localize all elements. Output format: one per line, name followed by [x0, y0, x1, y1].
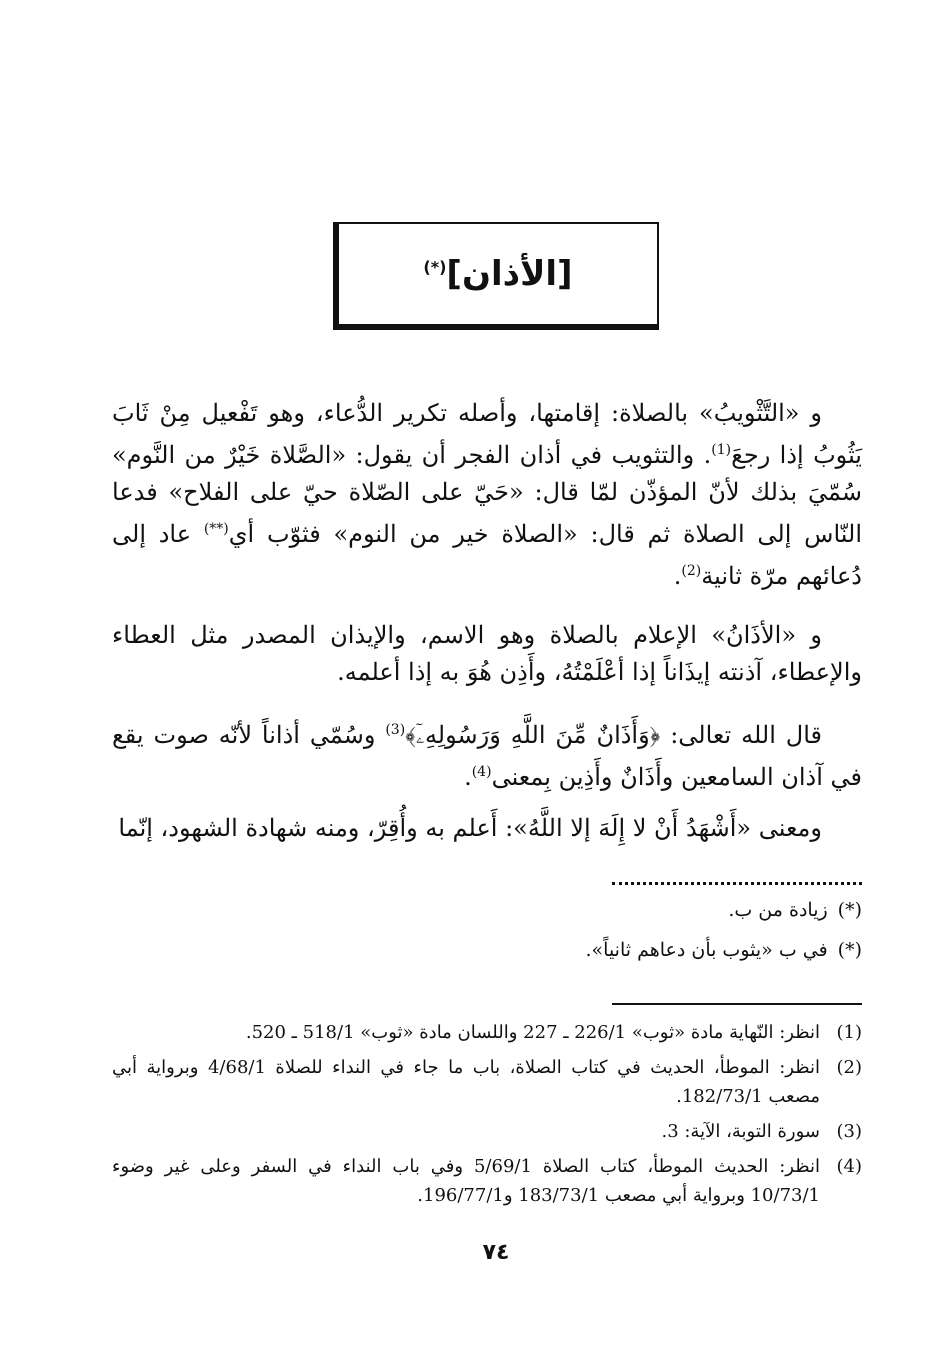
paragraph-text: عاد إلى دُعائهم مرّة ثانية — [112, 520, 862, 590]
footnote-ref: (**) — [203, 521, 229, 537]
editor-note-marker: (*) — [837, 899, 862, 921]
chapter-title-marker: (*) — [423, 257, 447, 277]
paragraph-text: قال الله تعالى: ﴿وَأَذَانٌ مِّنَ اللَّهِ وَرَسُولِهِۦٓ﴾ — [405, 721, 823, 749]
footnote — [112, 1018, 862, 1047]
editor-note-marker: (*) — [837, 939, 862, 961]
dotted-separator — [612, 868, 862, 885]
footnote-number: (2) — [836, 1057, 862, 1078]
editor-note — [112, 895, 862, 925]
footnote-ref: (2) — [681, 563, 702, 579]
paragraph-text: . — [673, 562, 682, 590]
footnote — [112, 1117, 862, 1146]
footnote-ref: (4) — [471, 764, 492, 780]
footnote-text: انظر: الموطأ، الحديث في كتاب الصلاة، باب ما جاء في النداء للصلاة 4/68/1 وبرواية أبي مصعب 182/73/1. — [112, 1057, 820, 1107]
editor-notes — [112, 895, 862, 975]
footnotes — [112, 1018, 862, 1216]
paragraph-adhan — [112, 617, 862, 691]
footnote-ref: (3) — [385, 722, 406, 738]
editor-note-text: في ب «يثوب بأن دعاهم ثانياً». — [585, 939, 828, 961]
paragraph-shahada — [112, 810, 862, 847]
footnote — [112, 1152, 862, 1210]
editor-note — [112, 935, 862, 965]
chapter-title-box — [333, 222, 659, 330]
paragraph-text: و «التَّثْويبُ» بالصلاة: إقامتها، وأصله تكرير الدُّعاء، وهو تَفْعيل مِنْ ثَابَ يَثُوبُ إذا رجعَ — [112, 399, 862, 469]
paragraph-text: . — [464, 763, 472, 791]
footnote-number: (1) — [836, 1022, 862, 1043]
paragraph-quran-verse — [112, 712, 862, 796]
chapter-title — [423, 254, 572, 294]
paragraph-tathweeb — [112, 395, 862, 595]
paragraph-text: . والتثويب في أذان الفجر أن يقول: «الصَّلاة خَيْرٌ من النَّوم» سُمّيَ بذلك لأنّ المؤذّن لمّا قال: «حَيّ على الصّلاة حيّ على الفلاح» فدعا النّاس إلى الصلاة ثم قال: «الصلاة خير من النوم» فثوّب أي — [112, 441, 862, 548]
page-number: ٧٤ — [482, 1240, 510, 1265]
footnote-text: انظر: الحديث الموطأ، كتاب الصلاة 5/69/1 وفي باب النداء في السفر وعلى غير وضوء 10/73/1 وبرواية أبي مصعب 183/73/1 و196/77/1. — [112, 1156, 821, 1206]
footnote-number: (4) — [836, 1156, 862, 1177]
footnote-number: (3) — [836, 1121, 862, 1142]
footnote-rule — [612, 1003, 862, 1005]
paragraph-text: ومعنى «أَشْهَدُ أَنْ لا إِلَهَ إلا اللَّهُ»: أَعلم به وأُقِرّ، ومنه شهادة الشهود، إنّما — [118, 814, 822, 842]
paragraph-text: و «الأذَانُ» الإعلام بالصلاة وهو الاسم، والإيذان المصدر مثل العطاء والإعطاء، آذنته إيذَاناً إذا أعْلَمْتُهُ، وأَذِن هُوَ به إذا أعلمه. — [112, 621, 862, 686]
footnote-text: انظر: النّهاية مادة «ثوب» 226/1 ـ 227 واللسان مادة «ثوب» 518/1 ـ 520. — [245, 1022, 820, 1043]
footnote — [112, 1053, 862, 1111]
footnote-ref: (1) — [711, 442, 732, 458]
editor-note-text: زيادة من ب. — [728, 899, 828, 921]
footnote-text: سورة التوبة، الآية: 3. — [661, 1121, 820, 1142]
chapter-title-text: [الأذان] — [446, 254, 573, 294]
paragraph-text: وسُمّي أذاناً لأنّه صوت يقع في آذان السامعين وأَذَانٌ وأَذِين بِمعنى — [112, 721, 862, 791]
